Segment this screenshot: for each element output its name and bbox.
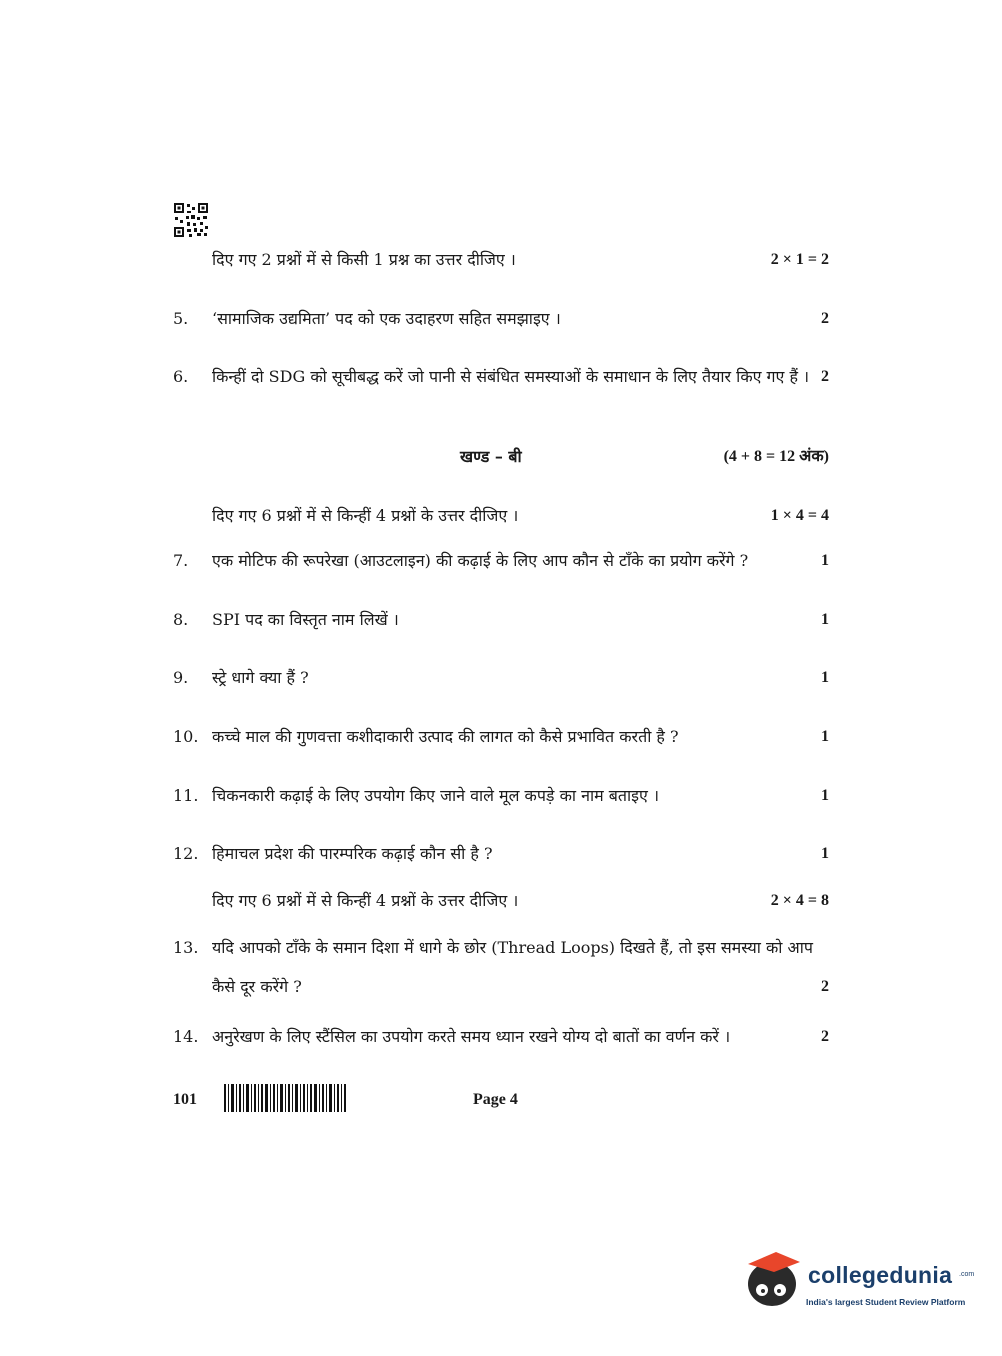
question-number: 10. <box>173 727 199 746</box>
section-total-marks: (4 + 8 = 12 अंक) <box>723 448 829 465</box>
question-text: चिकनकारी कढ़ाई के लिए उपयोग किए जाने वाले मूल कपड़े का नाम बताइए । <box>212 786 660 805</box>
question-number: 14. <box>173 1027 199 1046</box>
question-number: 6. <box>173 367 189 386</box>
instruction-marks: 2 × 4 = 8 <box>770 892 829 909</box>
brand-name: collegedunia <box>808 1262 953 1288</box>
question-text-continued: कैसे दूर करेंगे ? <box>212 977 302 996</box>
section-title: खण्ड – बी <box>460 447 522 466</box>
question-text: हिमाचल प्रदेश की पारम्परिक कढ़ाई कौन सी है ? <box>212 844 493 863</box>
qr-code-icon <box>173 202 209 238</box>
question-marks: 1 <box>821 728 829 745</box>
brand-domain: .com <box>959 1271 975 1278</box>
question-marks: 2 <box>821 310 829 327</box>
question-number: 13. <box>173 938 199 957</box>
paper-code: 101 <box>173 1091 197 1108</box>
question-marks: 1 <box>821 669 829 686</box>
instruction-section-b-2: दिए गए 6 प्रश्नों में से किन्हीं 4 प्रश्नों के उत्तर दीजिए । <box>212 891 519 910</box>
brand-tagline: India's largest Student Review Platform <box>806 1297 966 1307</box>
question-marks: 1 <box>821 787 829 804</box>
question-number: 9. <box>173 668 189 687</box>
question-number: 8. <box>173 610 189 629</box>
question-number: 7. <box>173 551 189 570</box>
question-text: कच्चे माल की गुणवत्ता कशीदाकारी उत्पाद की लागत को कैसे प्रभावित करती है ? <box>212 727 679 746</box>
page-number: Page 4 <box>473 1091 518 1108</box>
instruction-marks: 2 × 1 = 2 <box>770 251 829 268</box>
question-text: स्ट्रे धागे क्या हैं ? <box>212 668 309 687</box>
question-marks: 1 <box>821 552 829 569</box>
question-text: किन्हीं दो SDG को सूचीबद्ध करें जो पानी से संबंधित समस्याओं के समाधान के लिए तैयार किए गए हैं । <box>212 367 810 386</box>
barcode-icon <box>224 1084 346 1112</box>
instruction-section-b-1: दिए गए 6 प्रश्नों में से किन्हीं 4 प्रश्नों के उत्तर दीजिए । <box>212 506 519 525</box>
question-text: यदि आपको टाँके के समान दिशा में धागे के छोर (Thread Loops) दिखते हैं, तो इस समस्या को आप <box>212 938 813 957</box>
question-marks: 2 <box>821 978 829 995</box>
question-number: 11. <box>173 786 199 805</box>
question-text: एक मोटिफ की रूपरेखा (आउटलाइन) की कढ़ाई के लिए आप कौन से टाँके का प्रयोग करेंगे ? <box>212 551 749 570</box>
question-number: 12. <box>173 844 199 863</box>
question-marks: 2 <box>821 1028 829 1045</box>
question-marks: 1 <box>821 845 829 862</box>
question-marks: 2 <box>821 368 829 385</box>
question-marks: 1 <box>821 611 829 628</box>
question-text: SPI पद का विस्तृत नाम लिखें । <box>212 610 399 629</box>
question-text: ‘सामाजिक उद्यमिता’ पद को एक उदाहरण सहित समझाइए । <box>212 309 561 328</box>
instruction-marks: 1 × 4 = 4 <box>770 507 829 524</box>
question-text: अनुरेखण के लिए स्टैंसिल का उपयोग करते समय ध्यान रखने योग्य दो बातों का वर्णन करें । <box>212 1027 731 1046</box>
question-number: 5. <box>173 309 189 328</box>
instruction-section-a: दिए गए 2 प्रश्नों में से किसी 1 प्रश्न का उत्तर दीजिए । <box>212 250 516 269</box>
